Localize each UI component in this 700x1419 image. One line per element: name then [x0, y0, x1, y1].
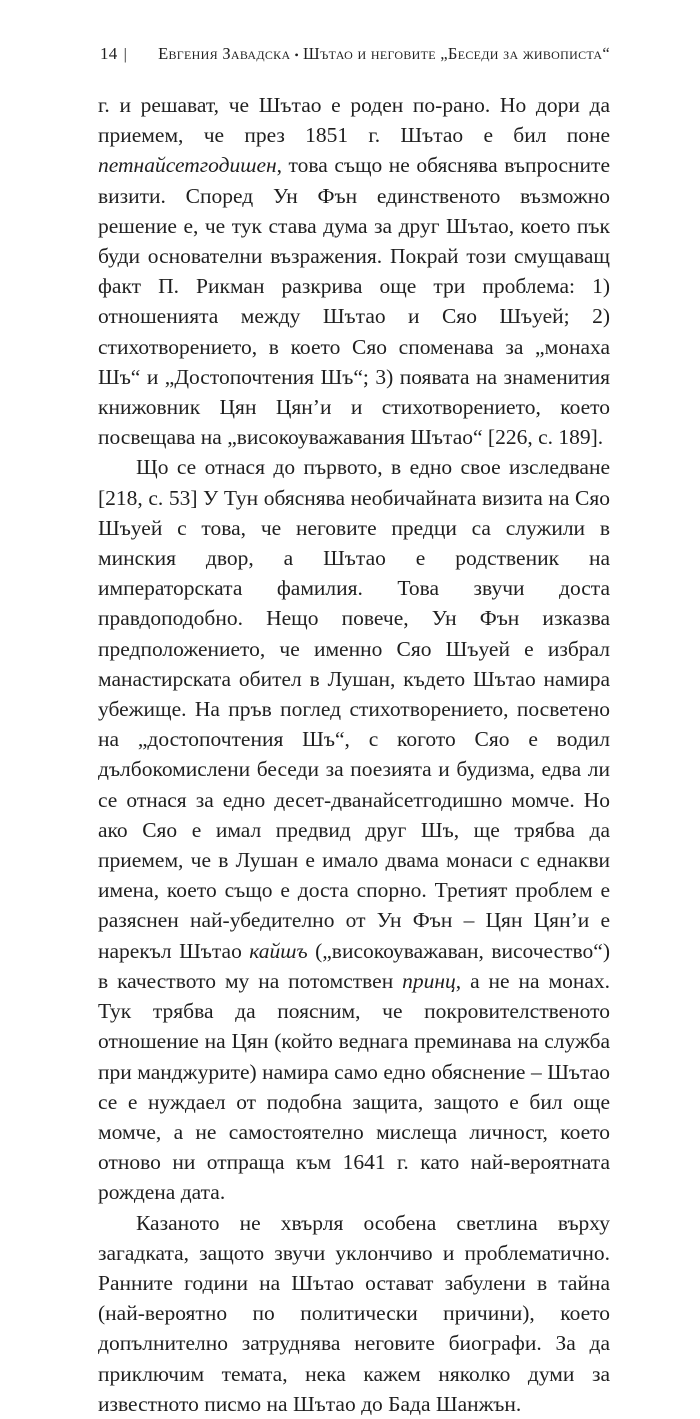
header-author: Евгения Завадска: [158, 44, 291, 63]
text-run: , това също не обяснява въпросните визити. Според Ун Фън единственото възможно решение е, че тук става дума за друг Шътао, което пък буди основателни възражения. Покрай този смущаващ факт П. Рикман разкрива още три проблема: 1) отношенията между Шътао и Сяо Шъуей; 2) стихотворението, в което Сяо споменава за „монаха Шъ“ и „Достопочтения Шъ“; 3) появата на знаменития книжовник Цян Цян’и и стихотворението, което посвещава на „високоуважавания Шътао“ [226, с. 189].: [98, 153, 610, 450]
italic-text: петнайсетгодишен: [98, 153, 277, 178]
text-run: , а не на монах. Тук трябва да поясним, че покровителственото отношение на Цян (който веднага преминава на служба при манджурите) намира само едно обяснение – Шътао се е нуждаел от подобна защита, защото е бил още момче, а не самостоятелно мислеща личност, което отново ни отпраща към 1641 г. като най-вероятната рождена дата.: [98, 968, 610, 1205]
header-book-title: Шътао и неговите „Беседи за живописта“: [302, 44, 610, 63]
text-run: Що се отнася до първото, в едно свое изследване [218, с. 53] У Тун обяснява необичайната визита на Сяо Шъуей с това, че неговите предци са служили в минския двор, а Шътао е родственик на императорската фамилия. Това звучи доста правдоподобно. Нещо повече, Ун Фън изказва предположението, че именно Сяо Шъуей е избрал манастирската обител в Лушан, където Шътао намира убежище. На пръв поглед стихотворението, посветено на „достопочтения Шъ“, с когото Сяо е водил дълбокомислени беседи за поезията и будизма, едва ли се отнася за едно десет-дванайсетгодишно момче. Но ако Сяо е имал предвид друг Шъ, ще трябва да приемем, че в Лушан е имало двама монаси с еднакви имена, което също е доста спорно. Третият проблем е разяснен най-убедително от Ун Фън – Цян Цян’и е нарекъл Шътао: [98, 455, 610, 963]
page-number-group: [100, 44, 127, 64]
paragraph-1: [98, 90, 610, 452]
running-header: [100, 44, 610, 64]
italic-text: принц: [402, 968, 456, 993]
header-separator: |: [123, 46, 128, 63]
text-run: Казаното не хвърля особена светлина върху загадката, защото звучи уклончиво и проблематично. Ранните години на Шътао остават забулени в тайна (най-вероятно по политически причини), което допълнително затруднява неговите биографи. За да приключим темата, нека кажем няколко думи за известното писмо на Шътао до Бада Шанжън.: [98, 1210, 610, 1416]
body-text: [98, 90, 610, 1419]
paragraph-2: [98, 452, 610, 1207]
text-run: („високоуважаван, височество“) в качеството му на потомствен: [98, 938, 610, 993]
running-title: [158, 44, 610, 64]
paragraph-3: [98, 1208, 610, 1419]
page-number: 14: [100, 44, 118, 63]
header-bullet: •: [294, 48, 299, 62]
italic-text: кайшъ: [249, 938, 308, 963]
text-run: г. и решават, че Шътао е роден по-рано. Но дори да приемем, че през 1851 г. Шътао е бил поне: [98, 93, 610, 148]
